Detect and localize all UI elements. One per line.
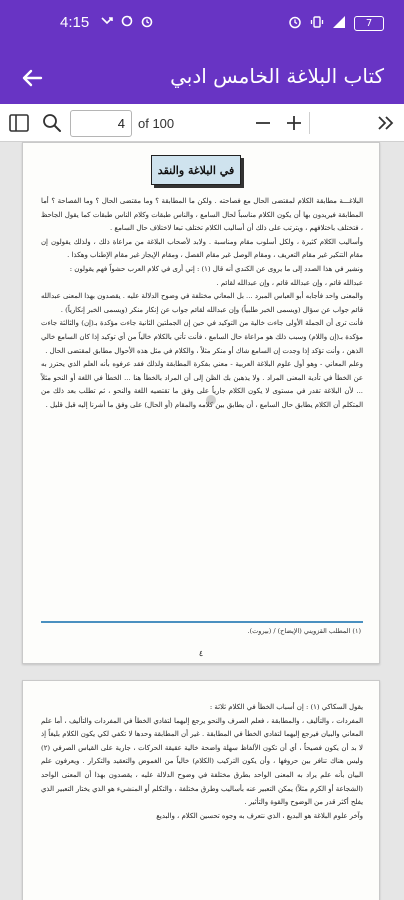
sync-icon xyxy=(120,14,134,32)
status-time: 4:15 xyxy=(60,14,90,31)
zoom-in-button[interactable] xyxy=(281,110,307,136)
search-button[interactable] xyxy=(39,110,65,136)
footnote: (١) المطلب القزويني (الإيضاح) / (بيروت). xyxy=(247,627,361,635)
battery-icon xyxy=(354,16,384,31)
paragraph: المفردات ، والتأليف ، والمطابقة ، فعلم الصرف والنحو يرجع إليهما لتفادي الخطأ في المفردات والتأليف ، أما علم المعاني والبيان فيرجع إليهما لتفادي الخطأ في المطابقة . غير أن المطابقة وحدها لا تكفي لكي يكون الكلام بليغاً إذ لا بد أن يكون فصيحاً ، أي أن تكون الألفاظ سهلة واضحة خالية عقيقة الحركات ، جارية على القياس الصرفي (٢) وليس هناك تنافر بين حروفها ، وأن يكون التركيب (الكلام) خالياً من الغموض والتعقيد والتكرار . ويعرفون علم البيان بأنه علم يراد به المعنى الواحد بطرق مختلفة في وضوح الدلالة عليه ، يقصدون بهذا أن المعنى الواحد (الشجاعة أو الكرم مثلاً) يمكن التعبير عنه بأساليب وطرق مختلفة ، والتكلم أو المنشيء هو الذي يختار التعبير الذي يفلح أكثر قدر من الوضوح والقوة والتأثير . xyxy=(41,716,363,807)
page-number-input[interactable] xyxy=(70,110,132,137)
double-chevron-right-icon xyxy=(375,114,395,132)
app-title: كتاب البلاغة الخامس ادبي xyxy=(170,64,384,88)
footnote-divider xyxy=(41,621,363,623)
paragraph: وأساليب الكلام كثيرة ، ولكل أسلوب مقام ومناسبة . ولابد لأصحاب البلاغة من مراعاة ذلك ، ولذلك يقولون إن مقام التنكير غير مقام التعريف ، ومقام الوصل غير مقام الفصل ، ومقام الإيجاز غير مقام الإطناب وهكذا . xyxy=(41,237,363,260)
page-number: ٤ xyxy=(198,649,204,658)
toolbar-divider xyxy=(309,112,310,134)
zoom-out-button[interactable] xyxy=(250,110,276,136)
pdf-page xyxy=(22,142,380,664)
pdf-viewer[interactable] xyxy=(0,142,404,900)
section-heading: في البلاغة والنقد xyxy=(151,155,241,185)
search-icon xyxy=(42,113,62,133)
plus-icon xyxy=(285,114,303,132)
sidebar-toggle-button[interactable] xyxy=(6,110,32,136)
sidebar-icon xyxy=(9,114,29,132)
missed-call-icon xyxy=(100,14,114,32)
signal-icon xyxy=(332,15,346,32)
app-bar xyxy=(0,50,404,104)
pdf-page xyxy=(22,680,380,900)
paragraph: وآخر علوم البلاغة هو البديع ، الذي نتعرف به وجوه تحسين الكلام ، والبديع xyxy=(156,811,363,820)
status-notifications xyxy=(100,14,154,32)
page-body xyxy=(41,701,363,823)
back-button[interactable] xyxy=(12,58,52,98)
battery-level: 7 xyxy=(365,18,373,29)
scroll-handle[interactable] xyxy=(206,395,216,405)
paragraph: يقول السكاكي (١) : إن أسباب الخطأ في الكلام ثلاثة : xyxy=(209,703,363,711)
page-count-label: of 100 xyxy=(138,116,175,131)
paragraph: فأنت ترى أن الجملة الأولى جاءت خالية من التوكيد في حين إن الجملتين الثانية جاءت مؤكدة بـ(إن) والثالثة جاءت مؤكدة بـ(إن واللام) وسبب ذلك هو مراعاة حال السامع ، فأنت تأتي بالكلام خالياً من أي توكيد إذا كان السامع خالي الذهن ، وأنت تؤكد إذا وجدت إن السامع شاك أو منكر مثلاً ، والكلام في مثل هذه الأحوال مطابق لمقتضى الحال . xyxy=(41,319,363,355)
status-system-icons xyxy=(288,15,384,32)
paragraph: عبدالله قائم ، وإن عبدالله قائم ، وإن عبدالله لقائم . xyxy=(216,278,363,287)
paragraph: البلاغـــة مطابقة الكلام لمقتضى الحال مع فصاحته . ولكن ما المطابقة ؟ وما مقتضى الحال ؟ وما الفصاحة ؟ أما المطابقة فيريدون بها أن يكون الكلام مناسباً لحال السامع ، والناس طبقات وكلام الناس طبقات كما يقول الجاحظ ، فتختلف باختلافهم ، ويترتب على ذلك أن أساليب الكلام تختلف تبعا لاختلاف حال السامع . xyxy=(41,197,363,233)
status-bar xyxy=(0,0,404,50)
minus-icon xyxy=(254,114,272,132)
arrow-left-icon xyxy=(21,67,43,89)
paragraph: والمعنى واحد فأجابه أبو العباس المبرد ... بل المعاني مختلفة في وضوح الدلالة عليه . يقصدون بهذا المعنى عبدالله قائم جواب عن سؤال (ويسمى الخبر طلبياً) وإن عبدالله لقائم جواب عن إنكار منكر (ويسمى الخبر إنكارياً) . xyxy=(40,292,363,314)
page-body xyxy=(41,195,363,413)
alarm-clock-icon xyxy=(288,15,302,32)
paragraph: ونشير في هذا الصدد إلى ما يروى عن الكندي أنه قال (١) : إني أرى في كلام العرب حشواً فهم يقولون : xyxy=(69,264,363,273)
alarm-icon xyxy=(140,14,154,32)
paragraph: وعلم المعاني - وهو أول علوم البلاغة العربية - معني بفكرة المطابقة ولذلك فقد عرفوه بأنه العلم الذي يحترز به عن الخطأ في تأدية المعنى المراد . ولا يذهبن بك الظن إلى أن المراد بالخطأ هنا ... الخطأ في اللغة أو النحو مثلاً ... لأن البلاغة تقدر في مستوى لا يكون الكلام جارياً على وفق ما تقتضيه اللغة والنحو ، ثم تطلب بعد ذلك من المتكلم أن الكلام يطابق حال السامع ، أن يطابق بين كلامه والمقام (أو الحال) على وفق ما أشرنا إليه قبل قليل . xyxy=(41,360,363,409)
pdf-toolbar xyxy=(0,104,404,142)
more-tools-button[interactable] xyxy=(372,110,398,136)
vibrate-icon xyxy=(310,15,324,32)
